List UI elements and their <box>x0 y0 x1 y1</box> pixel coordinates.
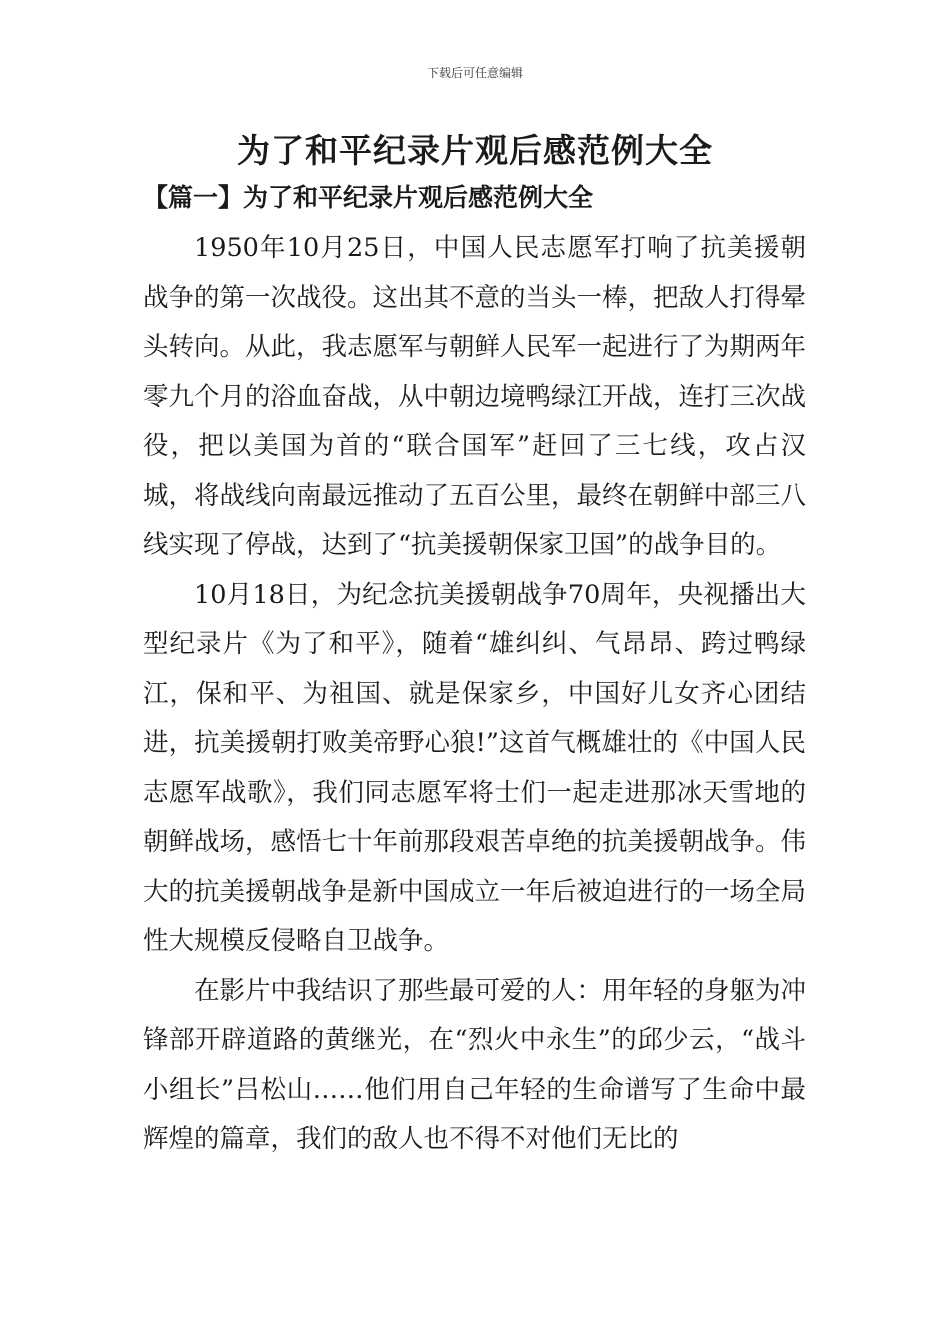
paragraph-2: 10月18日，为纪念抗美援朝战争70周年，央视播出大型纪录片《为了和平》，随着“雄纠纠、气昂昂、跨过鸭绿江，保和平、为祖国、就是保家乡，中国好儿女齐心团结进，抗美援朝打败美帝野心狼!”这首气概雄壮的《中国人民志愿军战歌》，我们同志愿军将士们一起走进那冰天雪地的朝鲜战场，感悟七十年前那段艰苦卓绝的抗美援朝战争。伟大的抗美援朝战争是新中国成立一年后被迫进行的一场全局性大规模反侵略自卫战争。 <box>143 579 807 956</box>
document-title: 为了和平纪录片观后感范例大全 <box>237 131 713 170</box>
body-text <box>143 224 806 1165</box>
paragraph-3: 在影片中我结识了那些最可爱的人：用年轻的身躯为冲锋部开辟道路的黄继光，在“烈火中永生”的邱少云，“战斗小组长”吕松山……他们用自己年轻的生命谱写了生命中最辉煌的篇章，我们的敌人也不得不对他们无比的 <box>143 975 807 1154</box>
header-note: 下载后可任意编辑 <box>426 66 523 80</box>
paragraph-1: 1950年10月25日，中国人民志愿军打响了抗美援朝战争的第一次战役。这出其不意的当头一棒，把敌人打得晕头转向。从此，我志愿军与朝鲜人民军一起进行了为期两年零九个月的浴血奋战，从中朝边境鸭绿江开战，连打三次战役，把以美国为首的“联合国军”赶回了三七线，攻占汉城，将战线向南最远推动了五百公里，最终在朝鲜中部三八线实现了停战，达到了“抗美援朝保家卫国”的战争目的。 <box>143 233 807 560</box>
section-heading: 【篇一】为了和平纪录片观后感范例大全 <box>143 183 594 212</box>
